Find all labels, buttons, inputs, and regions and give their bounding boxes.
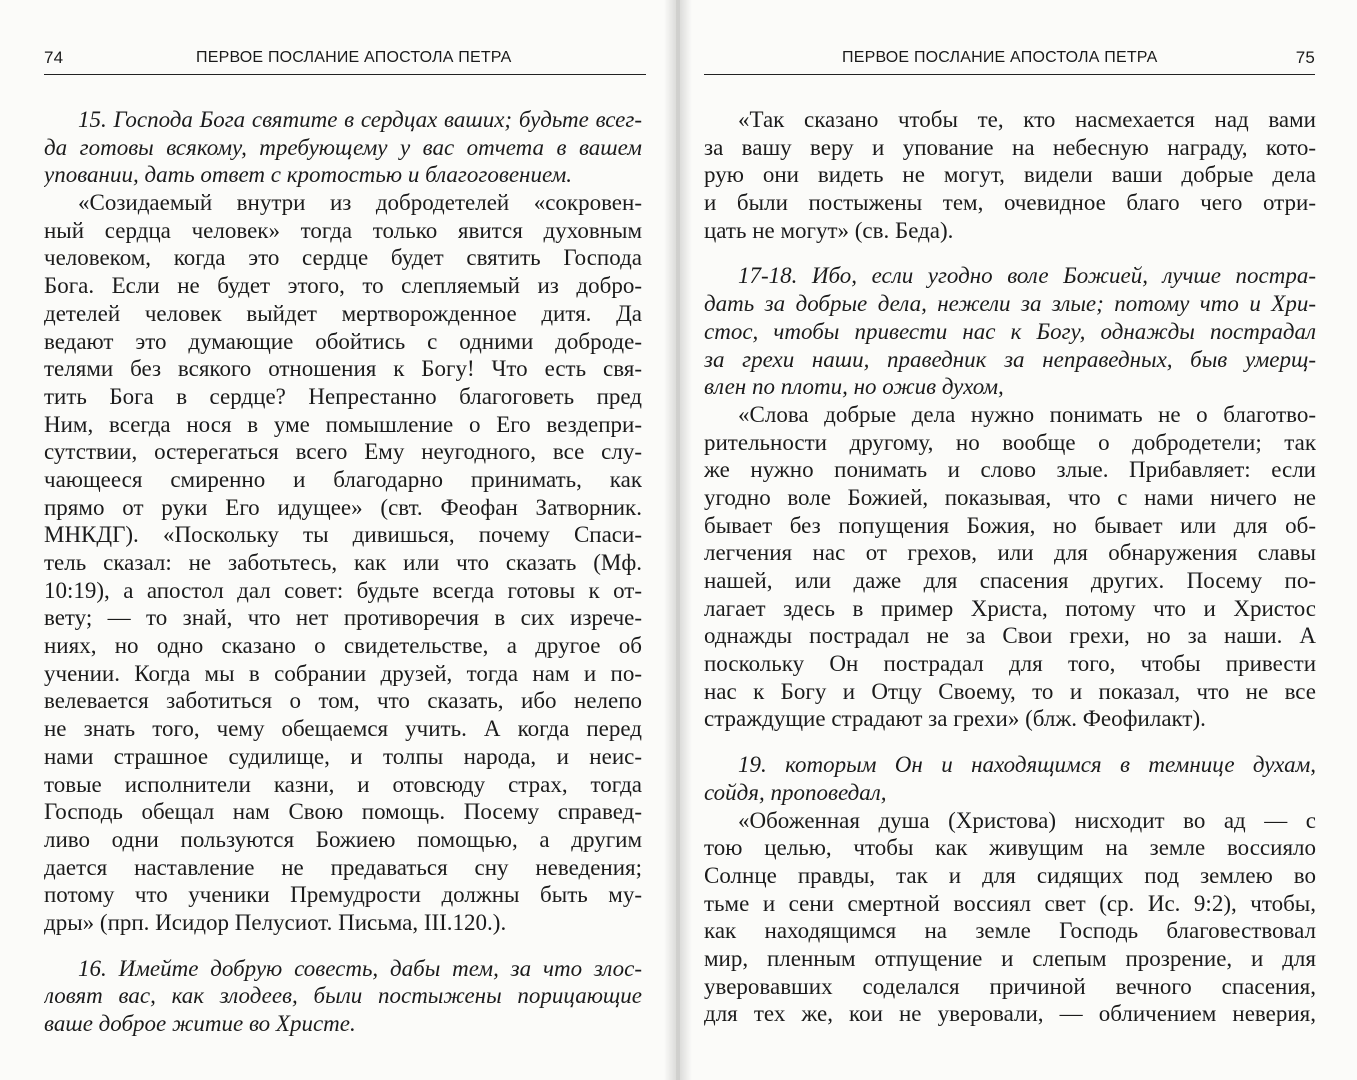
left-header-title: ПЕРВОЕ ПОСЛАНИЕ АПОСТОЛА ПЕТРА xyxy=(196,49,512,66)
book-gutter-shadow xyxy=(664,0,692,1080)
text-line: дать за добрые дела, нежели за злые; потому что и Хри- xyxy=(704,291,1316,317)
text-line: «Обоженная душа (Христова) нисходит во ад — с xyxy=(738,807,1316,833)
text-line: угодно воле Божией, показывая, что с нами ничего не xyxy=(704,484,1316,510)
text-line: стос, чтобы привести нас к Богу, однажды пострадал xyxy=(704,318,1316,344)
text-line: однажды пострадал не за Свои грехи, но за наши. А xyxy=(704,623,1316,649)
right-page-number: 75 xyxy=(1295,48,1315,67)
text-line: товые исполнители казни, и отовсюду страх, тогда xyxy=(44,771,642,797)
text-line: дры» (прп. Исидор Пелусиот. Письма, III.120.). xyxy=(44,909,507,935)
text-line: «Слова добрые дела нужно понимать не о благотво- xyxy=(738,401,1316,427)
text-line: же нужно понимать и слово злые. Прибавляет: если xyxy=(704,457,1316,483)
text-line: влен по плоти, но ожив духом, xyxy=(704,374,1004,400)
text-line: не знать того, чему обещаемся учить. А когда перед xyxy=(44,716,642,742)
text-line: 19. которым Он и находящимся в темнице духам, xyxy=(738,752,1316,778)
text-line: чающееся смиренно и благодарно принимать, как xyxy=(44,466,642,492)
left-page-text xyxy=(44,106,642,1038)
text-line: нашей, или даже для спасения других. Посему по- xyxy=(704,568,1316,593)
text-line: уверовавших соделался причиной вечного спасения, xyxy=(704,973,1316,999)
right-running-header xyxy=(842,46,1315,72)
text-line: за грехи наши, праведник за неправедных, быв умерщ- xyxy=(704,346,1316,372)
text-line: потому что ученики Премудрости должны быть му- xyxy=(44,882,642,908)
right-header-title: ПЕРВОЕ ПОСЛАНИЕ АПОСТОЛА ПЕТРА xyxy=(842,49,1158,66)
text-line: страждущие страдают за грехи» (блж. Феофилакт). xyxy=(704,706,1206,732)
text-line: человеком, когда это сердце будет святить Господа xyxy=(44,245,642,271)
left-running-header xyxy=(44,46,646,72)
left-page-number: 74 xyxy=(44,48,64,67)
text-line: «Так сказано чтобы те, кто насмехается над вами xyxy=(738,107,1316,132)
left-header-rule xyxy=(44,74,646,75)
text-line: учении. Когда мы в собрании друзей, тогда нам и по- xyxy=(44,660,642,686)
text-line: рительности другому, но вообще о добродетели; так xyxy=(704,429,1316,455)
text-line: рую они видеть не могут, видели ваши добрые дела xyxy=(704,162,1316,188)
text-line: Ним, всегда нося в уме помышление о Его вездепри- xyxy=(44,411,642,437)
text-line: 17-18. Ибо, если угодно воле Божией, лучше постра- xyxy=(738,263,1316,289)
text-line: ваше доброе житие во Христе. xyxy=(44,1011,356,1036)
text-line: легчения нас от грехов, или для обнаружения славы xyxy=(704,540,1316,566)
text-line: цать не могут» (св. Беда). xyxy=(704,217,954,243)
paragraph-gap xyxy=(704,244,1316,262)
text-line: прямо от руки Его идущее» (свт. Феофан Затворник. xyxy=(44,494,642,520)
text-line: телями без всякого отношения к Богу! Что есть свя- xyxy=(44,356,642,382)
text-line: да готовы всякому, требующему у вас отчета в вашем xyxy=(44,134,642,160)
text-line: вету; — то знай, что нет противоречия в сих изрече- xyxy=(44,605,642,631)
text-line: ный сердца человек» тогда только явится духовным xyxy=(44,217,642,243)
text-line: для тех же, кои не уверовали, — обличением неверия, xyxy=(704,1001,1316,1027)
right-header-rule xyxy=(704,74,1315,75)
text-line: Солнце правды, так и для сидящих под землею во xyxy=(704,862,1316,888)
text-line: тою целью, чтобы как живущим на земле воссияло xyxy=(704,835,1316,861)
text-line: за вашу веру и упование на небесную награду, кото- xyxy=(704,134,1316,160)
text-line: тить Бога в сердце? Непрестанно благоговеть пред xyxy=(44,383,642,409)
left-page xyxy=(0,0,676,1080)
text-line: 15. Господа Бога святите в сердцах ваших; будьте всег- xyxy=(78,107,642,132)
paragraph-gap xyxy=(704,733,1316,751)
text-line: нас к Богу и Отцу Своему, то и показал, что не все xyxy=(704,678,1316,704)
text-line: мир, пленным отпущение и слепым прозрение, и для xyxy=(704,945,1316,971)
text-line: ниях, но одно сказано о свидетельстве, а другое об xyxy=(44,633,642,659)
text-line: Бога. Если не будет этого, то слепляемый из добро- xyxy=(44,273,642,299)
text-line: тель сказал: не заботьтесь, как или что сказать (Мф. xyxy=(44,550,642,575)
text-line: 10:19), а апостол дал совет: будьте всегда готовы к от- xyxy=(44,577,642,603)
right-page-text xyxy=(704,106,1316,1028)
text-line: ловят вас, как злодеев, были постыжены порицающие xyxy=(44,983,642,1009)
text-line: поскольку Он пострадал для того, чтобы привести xyxy=(704,651,1316,677)
text-line: уповании, дать ответ с кротостью и благоговением. xyxy=(44,162,573,188)
text-line: сутствии, остерегаться всего Ему неугодного, все слу- xyxy=(44,439,642,465)
text-line: 16. Имейте добрую совесть, дабы тем, за что злос- xyxy=(78,955,642,981)
paragraph-gap xyxy=(44,937,642,955)
text-line: тьме и сени смертной воссиял свет (ср. Ис. 9:2), чтобы, xyxy=(704,890,1316,916)
text-line: и были постыжены тем, очевидное благо чего отри- xyxy=(704,190,1316,216)
text-line: МНКДГ). «Поскольку ты дивишься, почему Спаси- xyxy=(44,522,642,548)
right-page xyxy=(680,0,1357,1080)
text-line: ливо одни пользуются Божиею помощью, а другим xyxy=(44,826,642,852)
text-line: велевается заботиться о том, что сказать, ибо нелепо xyxy=(44,688,642,714)
text-line: нами страшное судилище, и толпы народа, и неис- xyxy=(44,743,642,769)
text-line: как находящимся на земле Господь благовествовал xyxy=(704,918,1316,944)
text-line: дается наставление не предаваться сну неведения; xyxy=(44,854,642,880)
text-line: сойдя, проповедал, xyxy=(704,779,887,805)
text-line: бывает без попущения Божия, но бывает или для об- xyxy=(704,512,1316,538)
text-line: «Созидаемый внутри из добродетелей «сокровен- xyxy=(78,190,642,216)
text-line: Господь обещал нам Свою помощь. Посему справед- xyxy=(44,799,642,825)
text-line: детелей человек выйдет мертворожденное дитя. Да xyxy=(44,300,642,326)
text-line: ведают это думающие обойтись с одними доброде- xyxy=(44,328,642,354)
text-line: лагает здесь в пример Христа, потому что и Христос xyxy=(704,595,1316,621)
